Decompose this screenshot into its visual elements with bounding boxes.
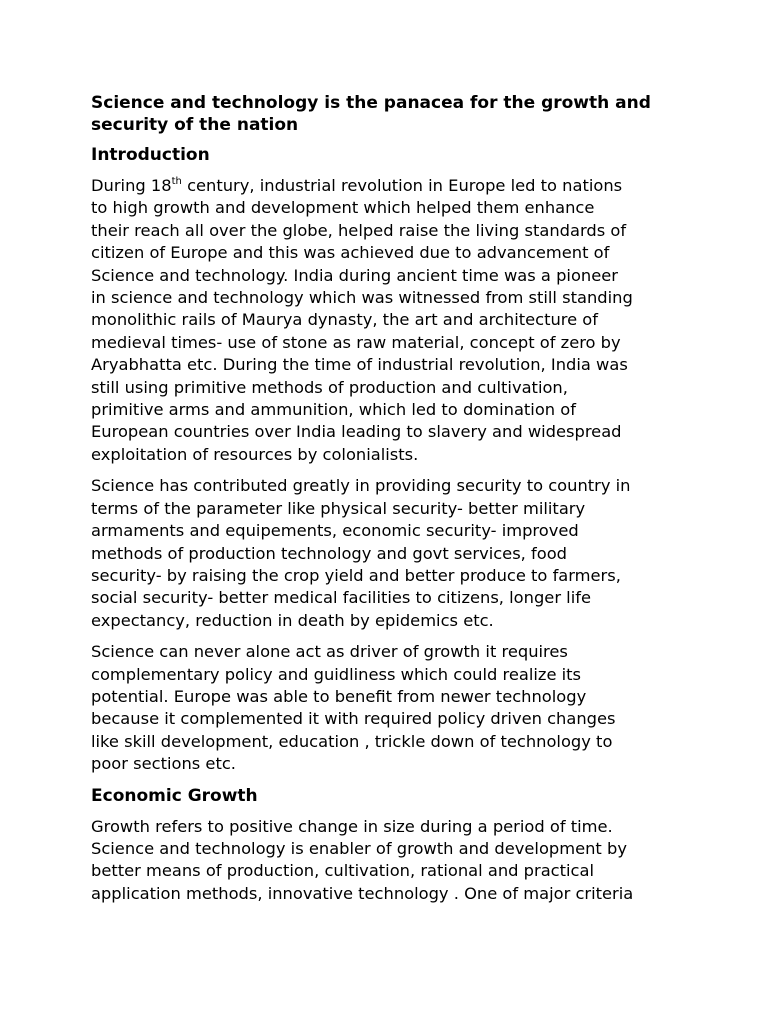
paragraph-line: poor sections etc. xyxy=(91,754,236,774)
paragraph-line: exploitation of resources by colonialists. xyxy=(91,444,419,464)
paragraph-line: Aryabhatta etc. During the time of industrial revolution, India was xyxy=(91,355,628,375)
paragraph-line: Science and technology. India during ancient time was a pioneer xyxy=(91,265,618,285)
document-title xyxy=(91,92,681,136)
text-run: century, industrial revolution in Europe led to nations xyxy=(181,176,623,195)
paragraph-line: Science has contributed greatly in providing security to country in xyxy=(91,476,631,496)
paragraph-line: better means of production, cultivation, rational and practical xyxy=(91,861,594,881)
superscript-ordinal: th xyxy=(171,175,182,187)
section-heading-economic-growth: Economic Growth xyxy=(91,785,258,806)
paragraph-line: because it complemented it with required policy driven changes xyxy=(91,709,616,729)
document-page xyxy=(91,92,681,914)
text-run: During 18 xyxy=(91,176,172,195)
paragraph-line: European countries over India leading to slavery and widespread xyxy=(91,422,622,442)
paragraph-line: expectancy, reduction in death by epidemics etc. xyxy=(91,610,494,630)
paragraph-line: Growth refers to positive change in size during a period of time. xyxy=(91,816,613,836)
paragraph-line: complementary policy and guidliness which could realize its xyxy=(91,664,582,684)
paragraph-line xyxy=(91,175,681,197)
economic-paragraph xyxy=(91,816,681,906)
paragraph-line: to high growth and development which helped them enhance xyxy=(91,198,595,218)
paragraph-line: primitive arms and ammunition, which led to domination of xyxy=(91,400,576,420)
paragraph-line: like skill development, education , trickle down of technology to xyxy=(91,731,613,751)
paragraph-line: monolithic rails of Maurya dynasty, the art and architecture of xyxy=(91,310,598,330)
paragraph-line: terms of the parameter like physical security- better military xyxy=(91,498,586,518)
title-line: security of the nation xyxy=(91,115,299,135)
paragraph-line: still using primitive methods of production and cultivation, xyxy=(91,377,568,397)
security-paragraph xyxy=(91,475,681,632)
paragraph-line: medieval times- use of stone as raw material, concept of zero by xyxy=(91,332,621,352)
paragraph-line: citizen of Europe and this was achieved due to advancement of xyxy=(91,243,610,263)
paragraph-line: armaments and equipements, economic security- improved xyxy=(91,521,579,541)
paragraph-line: application methods, innovative technology . One of major criteria xyxy=(91,883,634,903)
intro-paragraph xyxy=(91,175,681,466)
paragraph-line: social security- better medical facilities to citizens, longer life xyxy=(91,588,591,608)
paragraph-line: Science can never alone act as driver of growth it requires xyxy=(91,642,568,662)
paragraph-line: Science and technology is enabler of growth and development by xyxy=(91,838,627,858)
paragraph-line: their reach all over the globe, helped raise the living standards of xyxy=(91,220,627,240)
paragraph-line: security- by raising the crop yield and better produce to farmers, xyxy=(91,565,621,585)
paragraph-line: in science and technology which was witnessed from still standing xyxy=(91,288,633,308)
paragraph-line: methods of production technology and govt services, food xyxy=(91,543,568,563)
section-heading-introduction: Introduction xyxy=(91,145,210,165)
paragraph-line: potential. Europe was able to benefit from newer technology xyxy=(91,686,587,706)
policy-paragraph xyxy=(91,641,681,775)
title-line: Science and technology is the panacea for the growth and xyxy=(91,93,651,113)
